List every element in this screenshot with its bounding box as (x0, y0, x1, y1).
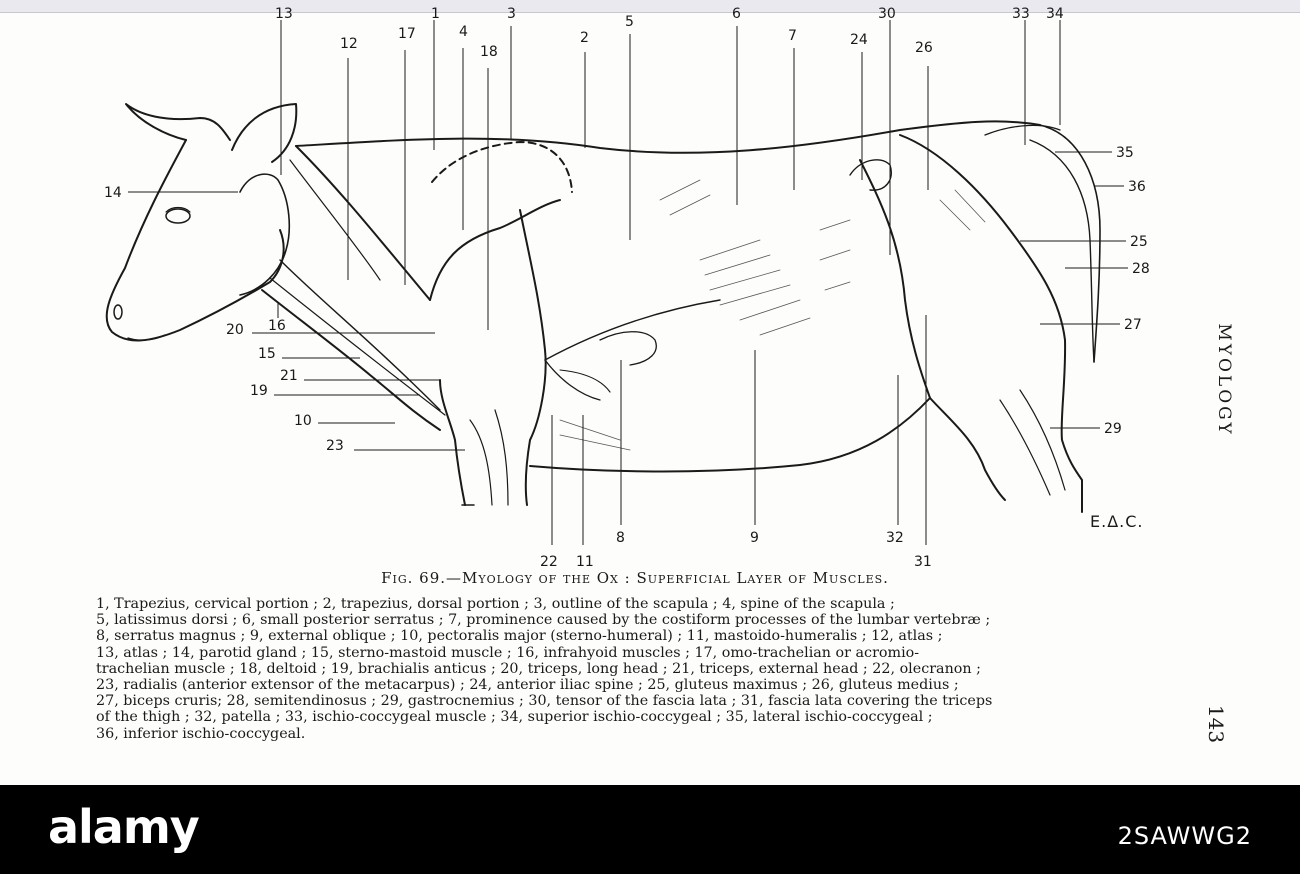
label-7: 7 (788, 28, 797, 44)
eye (166, 209, 190, 223)
label-30: 30 (878, 6, 896, 22)
label-2: 2 (580, 30, 589, 46)
horn-outline (126, 104, 230, 140)
label-9: 9 (750, 530, 759, 546)
legend-line: of the thigh ; 32, patella ; 33, ischio-coccygeal muscle ; 34, superior ischio-coccygeal ; 35, lateral ischio-coccygeal ; (96, 709, 933, 726)
figure-legend (96, 596, 1164, 742)
hip-outline (860, 160, 930, 398)
neck-upper-line (296, 146, 430, 300)
legend-line: 13, atlas ; 14, parotid gland ; 15, sterno-mastoid muscle ; 16, infrahyoid muscles ; 17, omo-trachelian or acromio- (96, 644, 920, 661)
scapula-outline (432, 142, 572, 192)
label-19: 19 (250, 383, 268, 399)
label-1: 1 (431, 6, 440, 22)
label-21: 21 (280, 368, 298, 384)
legend-line: 1, Trapezius, cervical portion ; 2, trapezius, dorsal portion ; 3, outline of the scapula ; 4, spine of the scapula ; (96, 596, 895, 612)
label-25: 25 (1130, 234, 1148, 250)
label-31: 31 (914, 554, 932, 570)
label-20: 20 (226, 322, 244, 338)
shoulder-outline (430, 200, 560, 300)
label-13: 13 (275, 6, 293, 22)
label-34: 34 (1046, 6, 1064, 22)
ear-outline (232, 104, 296, 162)
label-11: 11 (576, 554, 594, 570)
label-6: 6 (732, 6, 741, 22)
label-33: 33 (1012, 6, 1030, 22)
label-3: 3 (507, 6, 516, 22)
label-29: 29 (1104, 421, 1122, 437)
label-24: 24 (850, 32, 868, 48)
legend-line: 27, biceps cruris; 28, semitendinosus ; 29, gastrocnemius ; 30, tensor of the fascia lata ; 31, fascia lata covering the triceps (96, 693, 993, 710)
legend-line: 36, inferior ischio-coccygeal. (96, 725, 306, 742)
label-28: 28 (1132, 261, 1150, 277)
label-10: 10 (294, 413, 312, 429)
label-18: 18 (480, 44, 498, 60)
label-4: 4 (459, 24, 468, 40)
neck-lower-line (262, 290, 440, 430)
legend-line: 8, serratus magnus ; 9, external oblique ; 10, pectoralis major (sterno-humeral) ; 11, mastoido-humeralis ; 12, atlas ; (96, 628, 943, 645)
label-5: 5 (625, 14, 634, 30)
label-27: 27 (1124, 317, 1142, 333)
legend-line: 23, radialis (anterior extensor of the metacarpus) ; 24, anterior iliac spine ; 25, gluteus maximus ; 26, gluteus medius ; (96, 677, 959, 694)
label-17: 17 (398, 26, 416, 42)
label-8: 8 (616, 530, 625, 546)
stock-image-id: 2SAWWG2 (1117, 822, 1252, 850)
page-number (1196, 700, 1236, 750)
running-head-text: MYOLOGY (1214, 323, 1234, 437)
label-23: 23 (326, 438, 344, 454)
label-14: 14 (104, 185, 122, 201)
tail (1040, 125, 1100, 362)
belly-outline (530, 398, 930, 472)
label-32: 32 (886, 530, 904, 546)
label-16: 16 (268, 318, 286, 334)
hind-leg-front (930, 398, 1005, 500)
legend-line: trachelian muscle ; 18, deltoid ; 19, brachialis anticus ; 20, triceps, long head ; 21, triceps, external head ; 22, olecranon ; (96, 660, 981, 677)
nostril (114, 305, 122, 319)
page-number-text: 143 (1204, 704, 1228, 744)
artist-signature: E.Δ.C. (1090, 512, 1144, 531)
label-36: 36 (1128, 179, 1146, 195)
label-22: 22 (540, 554, 558, 570)
head-outline (107, 140, 284, 340)
foreleg-front (440, 380, 465, 505)
foreleg-back (520, 210, 546, 505)
label-35: 35 (1116, 145, 1134, 161)
figure-caption: Fig. 69.—Myology of the Ox : Superficial Layer of Muscles. (381, 569, 889, 587)
label-26: 26 (915, 40, 933, 56)
label-12: 12 (340, 36, 358, 52)
alamy-logo: alamy (48, 800, 199, 854)
running-head (1209, 310, 1239, 450)
legend-line: 5, latissimus dorsi ; 6, small posterior serratus ; 7, prominence caused by the costiform processes of the lumbar vertebræ ; (96, 612, 991, 629)
label-15: 15 (258, 346, 276, 362)
